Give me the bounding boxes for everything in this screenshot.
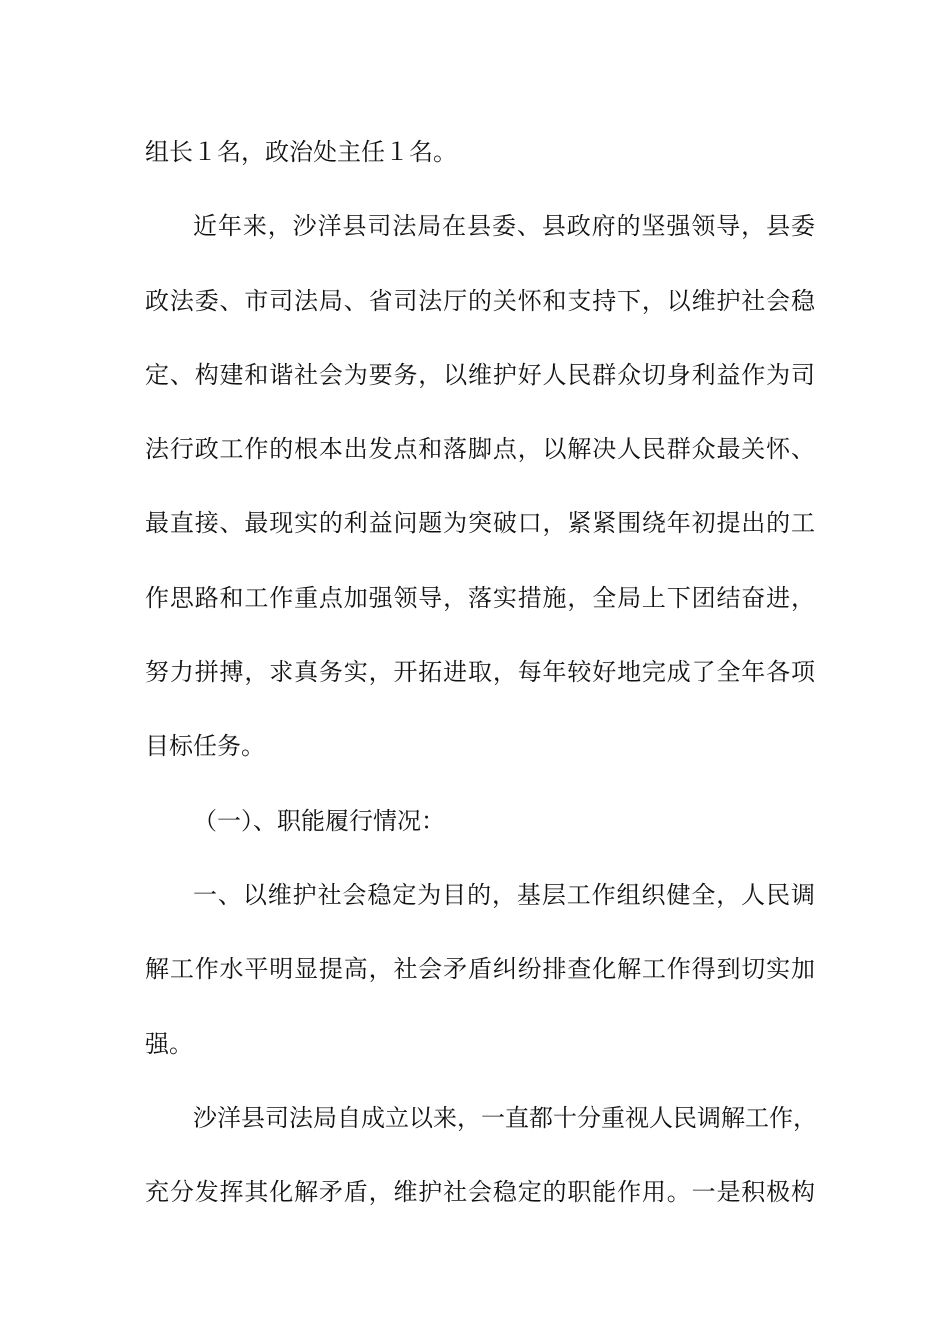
text-line-14: 沙洋县司法局自成立以来，一直都十分重视人民调解工作，: [193, 1104, 817, 1132]
text-line-15: 充分发挥其化解矛盾，维护社会稳定的职能作用。一是积极构: [145, 1178, 815, 1206]
text-line-11: 一、以维护社会稳定为目的，基层工作组织健全，人民调: [193, 881, 815, 909]
text-line-6: 最直接、最现实的利益问题为突破口，紧紧围绕年初提出的工: [145, 509, 815, 537]
text-line-1: 组长１名，政治处主任１名。: [145, 138, 457, 166]
text-line-8: 努力拼搏，求真务实，开拓进取，每年较好地完成了全年各项: [145, 658, 815, 686]
text-line-9: 目标任务。: [145, 732, 265, 760]
text-line-4: 定、构建和谐社会为要务，以维护好人民群众切身利益作为司: [145, 361, 815, 389]
text-line-12: 解工作水平明显提高，社会矛盾纠纷排查化解工作得到切实加: [145, 955, 815, 983]
section-heading: （一）、职能履行情况：: [193, 807, 445, 835]
text-line-2: 近年来，沙洋县司法局在县委、县政府的坚强领导，县委: [193, 212, 815, 240]
text-line-5: 法行政工作的根本出发点和落脚点，以解决人民群众最关怀、: [145, 435, 815, 463]
text-line-7: 作思路和工作重点加强领导，落实措施，全局上下团结奋进，: [145, 584, 815, 612]
text-line-3: 政法委、市司法局、省司法厅的关怀和支持下，以维护社会稳: [145, 287, 815, 315]
text-line-13: 强。: [145, 1030, 193, 1058]
